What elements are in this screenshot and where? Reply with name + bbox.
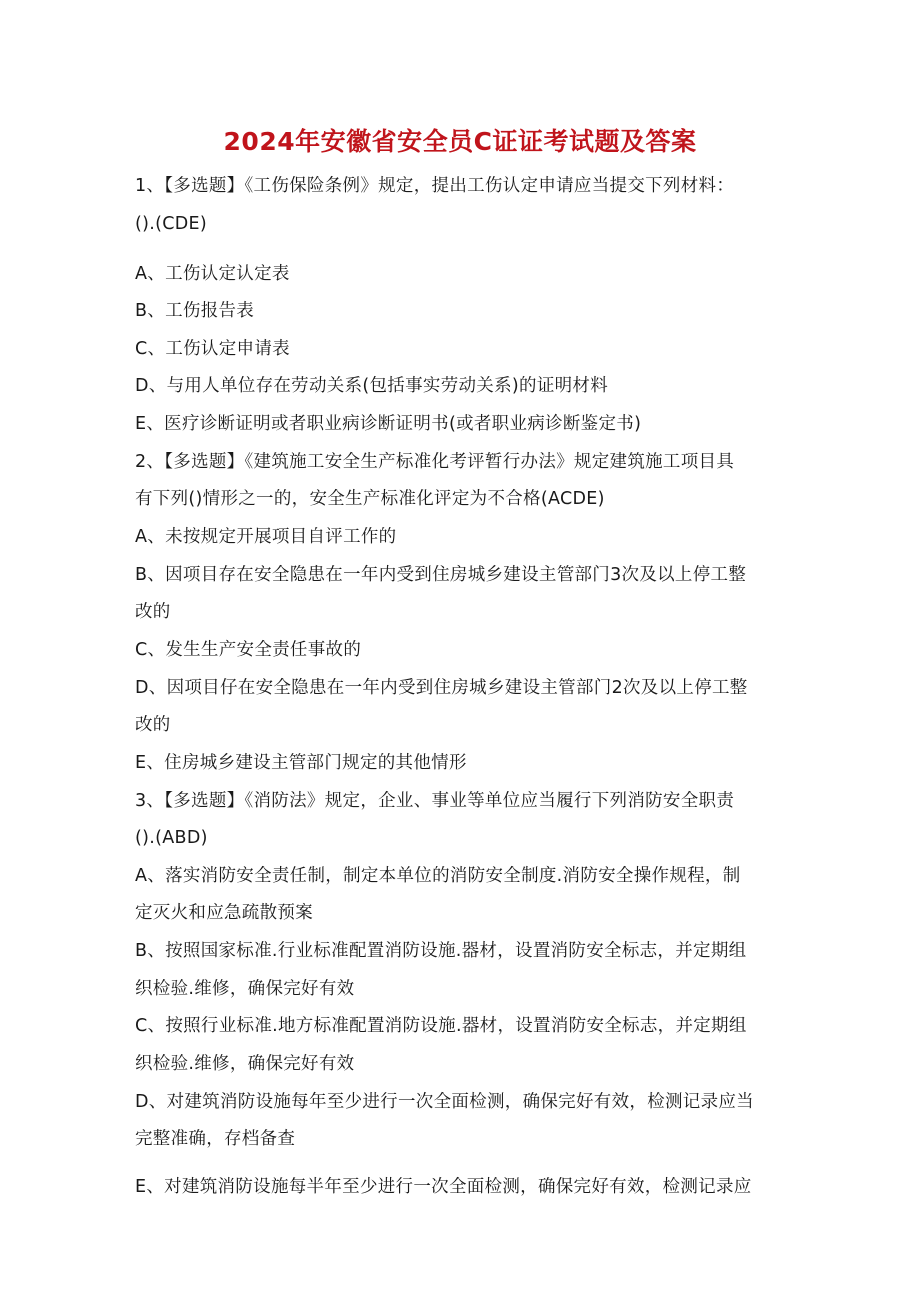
question-3-option-d: D、对建筑消防设施每年至少进行一次全面检测，确保完好有效，检测记录应当	[135, 1092, 754, 1112]
question-3-option-a: A、落实消防安全责任制，制定本单位的消防安全制度.消防安全操作规程，制	[135, 866, 741, 886]
question-2-option-d-cont: 改的	[135, 715, 171, 735]
question-1-option-d: D、与用人单位存在劳动关系(包括事实劳动关系)的证明材料	[135, 376, 609, 396]
question-3-option-a-cont: 定灭火和应急疏散预案	[135, 903, 313, 923]
question-3-option-c-cont: 织检验.维修，确保完好有效	[135, 1054, 355, 1074]
question-3-stem-line-1: 3、【多选题】《消防法》规定，企业、事业等单位应当履行下列消防安全职责	[135, 791, 735, 811]
question-1-option-a: A、工伤认定认定表	[135, 264, 290, 284]
question-2-option-d: D、因项目仔在安全隐患在一年内受到住房城乡建设主管部门2次及以上停工整	[135, 678, 748, 698]
question-1-option-e: E、医疗诊断证明或者职业病诊断证明书(或者职业病诊断鉴定书)	[135, 414, 642, 434]
question-1-option-b: B、工伤报告表	[135, 301, 255, 321]
question-2-option-c: C、发生生产安全责任事故的	[135, 640, 362, 660]
question-2-option-b-cont: 改的	[135, 602, 171, 622]
document-title: 2024年安徽省安全员C证证考试题及答案	[223, 127, 697, 156]
question-3-option-b-cont: 织检验.维修，确保完好有效	[135, 979, 355, 999]
question-2-option-b: B、因项目存在安全隐患在一年内受到住房城乡建设主管部门3次及以上停工整	[135, 565, 747, 585]
question-2-stem-line-2: 有下列()情形之一的，安全生产标准化评定为不合格(ACDE)	[135, 489, 605, 509]
question-1-option-c: C、工伤认定申请表	[135, 339, 290, 359]
question-1-stem-line-1: 1、【多选题】《工伤保险条例》规定，提出工伤认定申请应当提交下列材料：	[135, 176, 735, 196]
question-2-option-e: E、住房城乡建设主管部门规定的其他情形	[135, 753, 467, 773]
question-1-stem-line-2: ().(CDE)	[135, 214, 208, 234]
question-2-option-a: A、未按规定开展项目自评工作的	[135, 527, 397, 547]
question-3-option-d-cont: 完整准确，存档备查	[135, 1129, 296, 1149]
question-3-option-c: C、按照行业标准.地方标准配置消防设施.器材，设置消防安全标志，并定期组	[135, 1016, 747, 1036]
question-3-option-b: B、按照国家标准.行业标准配置消防设施.器材，设置消防安全标志，并定期组	[135, 941, 747, 961]
question-2-stem-line-1: 2、【多选题】《建筑施工安全生产标准化考评暂行办法》规定建筑施工项目具	[135, 452, 735, 472]
question-3-stem-line-2: ().(ABD)	[135, 828, 208, 848]
question-3-option-e: E、对建筑消防设施每半年至少进行一次全面检测，确保完好有效，检测记录应	[135, 1177, 752, 1197]
